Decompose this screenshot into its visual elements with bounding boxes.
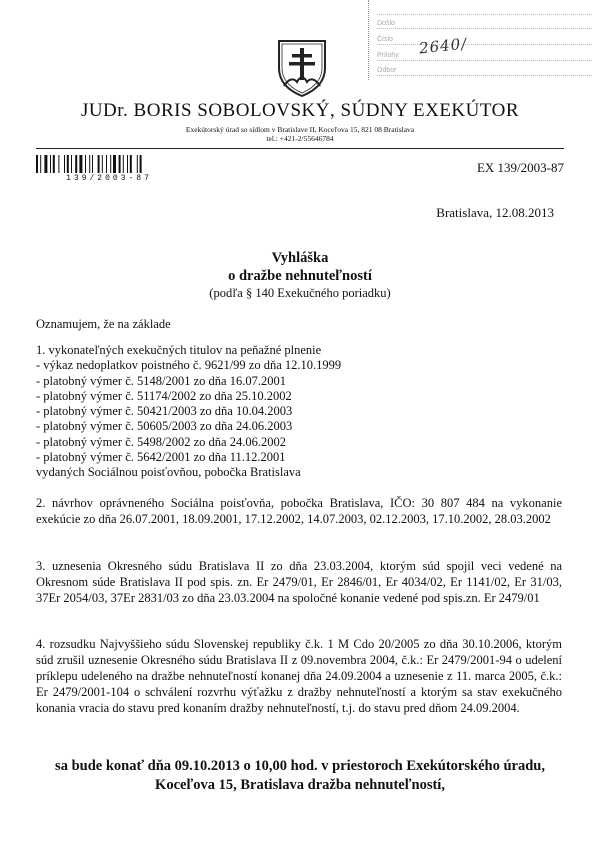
handwritten-number: 2640/ [418,34,469,58]
place-date: Bratislava, 12.08.2013 [436,205,554,220]
section-4: 4. rozsudku Najvyššieho súdu Slovenskej republiky č.k. 1 M Cdo 20/2005 zo dňa 30.10.2006, ktorým súd zrušil uznesenie Okresného súdu Bratislava II z 09.novembra 2004, č.k.: Er 2479/2001-94 o udelení príklepu udeleného na dražbe nehnuteľností konanej dňa 24.09.2004 a uznesenie z 11. marca 2005, č.k.: Er 2479/2001-104 o schválení rozvrhu výťažku z dražby nehnuteľností a ktorým sa stav exekučného konania vracia do stavu pred konaním dražby nehnuteľností, t.j. do stavu pred dňom 24.09.2004. [36,637,562,715]
barcode-number: 139/2003-87 [66,174,152,183]
barcode-icon [36,155,182,173]
header-divider [36,148,564,149]
legal-basis: (podľa § 140 Exekučného poriadku) [209,286,391,300]
stamp-row: Prílohy [377,48,592,61]
section-1-line: - platobný výmer č. 50605/2003 zo dňa 24.06.2003 [36,419,293,434]
executor-address: Exekútorský úrad so sídlom v Bratislave II, Koceľova 15, 821 08 Bratislava tel.: +421-2/55646784 [185,125,415,143]
intro-text: Oznamujem, že na základe [36,317,171,331]
section-1-line: - platobný výmer č. 5498/2002 zo dňa 24.06.2002 [36,434,286,449]
section-1-line: - platobný výmer č. 51174/2002 zo dňa 25.10.2002 [36,388,292,403]
section-1-line: - platobný výmer č. 5642/2001 zo dňa 11.12.2001 [36,450,286,465]
section-1-line: - platobný výmer č. 5148/2001 zo dňa 16.07.2001 [36,373,286,388]
section-1-line: - platobný výmer č. 50421/2003 zo dňa 10.04.2003 [36,404,293,419]
section-1-line: vydaných Sociálnou poisťovňou, pobočka Bratislava [36,465,301,480]
section-1-line: 1. vykonateľných exekučných titulov na peňažné plnenie [36,343,322,357]
coat-of-arms-icon [276,38,328,98]
stamp-row [377,2,592,15]
case-number: EX 139/2003-87 [476,160,564,175]
executor-name: JUDr. BORIS SOBOLOVSKÝ, SÚDNY EXEKÚTOR [80,100,520,121]
auction-announcement-line-1: sa bude konať dňa 09.10.2013 o 10,00 hod. v priestoroch Exekútorského úradu, [55,758,545,774]
stamp-row: Došlo [377,16,592,29]
document-subtitle: o dražbe nehnuteľností [228,268,372,284]
registry-stamp [368,0,600,80]
section-1-line: - výkaz nedoplatkov poistného č. 9621/99 zo dňa 12.10.1999 [36,358,342,373]
stamp-row: Číslo [377,32,592,45]
auction-announcement-line-2: Koceľova 15, Bratislava dražba nehnuteľností, [155,777,445,793]
document-title: Vyhláška [271,250,329,266]
stamp-row: Odbor [377,63,592,76]
section-2: 2. návrhov oprávneného Sociálna poisťovňa, pobočka Bratislava, IČO: 30 807 484 na vykonanie exekúcie zo dňa 26.07.2001, 18.09.2001, 17.12.2002, 14.07.2003, 02.12.2003, 17.10.2002, 28.03.2002 [36,496,562,526]
section-1 [36,343,341,481]
section-3: 3. uznesenia Okresného súdu Bratislava II zo dňa 23.03.2004, ktorým súd spojil veci vedené na Okresnom súde Bratislava II pod spis. zn. Er 2479/01, Er 2846/01, Er 4034/02, Er 1141/02, Er 31/03, 37Er 2054/03, 37Er 2831/03 zo dňa 23.03.2004 na spoločné konanie vedené pod spis.zn. Er 2479/01 [36,559,562,605]
